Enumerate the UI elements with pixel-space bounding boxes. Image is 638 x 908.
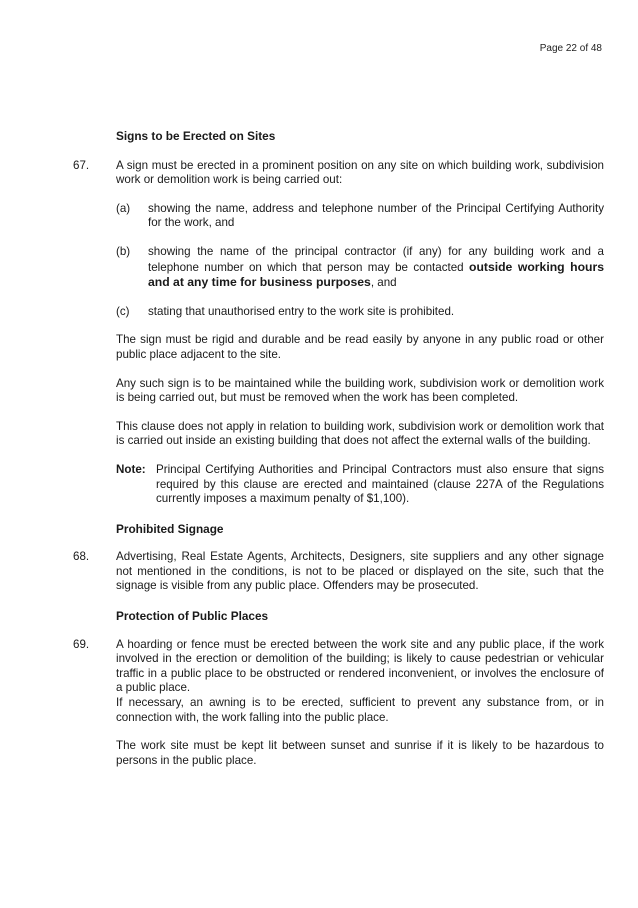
clause-67 bbox=[73, 159, 604, 188]
sub-item-letter: (b) bbox=[116, 244, 131, 258]
clause-text: A hoarding or fence must be erected between the work site and any public place, if the work involved in the erection or demolition of the building; is likely to cause pedestrian or vehicular traffic in a public place to be obstructed or rendered inconvenient, or involves the enclosure of a public place. bbox=[116, 637, 604, 695]
heading-signs: Signs to be Erected on Sites bbox=[116, 129, 276, 143]
clause-68 bbox=[73, 550, 604, 594]
paragraph-sign-maintained: Any such sign is to be maintained while the building work, subdivision work or demolition work is being carried out, but must be removed when the work has been completed. bbox=[116, 376, 604, 405]
heading-protection-public-places: Protection of Public Places bbox=[116, 609, 269, 624]
note bbox=[116, 463, 604, 507]
sub-item-text-part: , and bbox=[370, 276, 397, 290]
sub-item-letter: (a) bbox=[116, 201, 131, 215]
sub-item-text bbox=[148, 245, 604, 291]
note-text: Principal Certifying Authorities and Principal Contractors must also ensure that signs required by this clause are erected and maintained (clause 227A of the Regulations currently imposes a maximum penalty of $1,100). bbox=[156, 462, 604, 506]
clause-number: 69. bbox=[73, 637, 90, 651]
note-label: Note: bbox=[116, 462, 146, 476]
paragraph-sign-rigid: The sign must be rigid and durable and be read easily by anyone in any public road or other public place adjacent to the site. bbox=[116, 333, 604, 361]
sub-item-text: showing the name, address and telephone number of the Principal Certifying Authority for the work, and bbox=[148, 201, 604, 230]
sub-item-text: stating that unauthorised entry to the work site is prohibited. bbox=[148, 304, 455, 318]
clause-69 bbox=[73, 638, 604, 696]
sub-item-a bbox=[116, 202, 604, 231]
clause-number: 67. bbox=[73, 158, 90, 172]
heading-prohibited-signage: Prohibited Signage bbox=[116, 521, 224, 536]
page-number: Page 22 of 48 bbox=[539, 43, 602, 54]
clause-number: 68. bbox=[73, 550, 90, 564]
paragraph-site-lit: The work site must be kept lit between sunset and sunrise if it is likely to be hazardous to persons in the public place. bbox=[116, 739, 604, 767]
paragraph-awning: If necessary, an awning is to be erected, sufficient to prevent any substance from, or in connection with, the work falling into the public place. bbox=[116, 696, 604, 724]
sub-item-c bbox=[116, 305, 604, 320]
sub-item-text-part: showing the name of the principal contractor (if any) for any building work and a telephone number on which that person may be contacted bbox=[148, 244, 604, 274]
clause-text: A sign must be erected in a prominent position on any site on which building work, subdivision work or demolition work is being carried out: bbox=[116, 158, 604, 187]
paragraph-exception: This clause does not apply in relation to building work, subdivision work or demolition work that is carried out inside an existing building that does not affect the external walls of the building. bbox=[116, 419, 604, 448]
clause-text: Advertising, Real Estate Agents, Architects, Designers, site suppliers and any other signage not mentioned in the conditions, is not to be placed or displayed on the site, such that the signage is visible from any public place. Offenders may be prosecuted. bbox=[116, 550, 604, 593]
sub-item-b bbox=[116, 245, 604, 291]
sub-item-text-emphasis: outside working hours and at any time for business purposes bbox=[148, 259, 604, 290]
document-body bbox=[73, 129, 604, 768]
sub-item-letter: (c) bbox=[116, 304, 130, 318]
